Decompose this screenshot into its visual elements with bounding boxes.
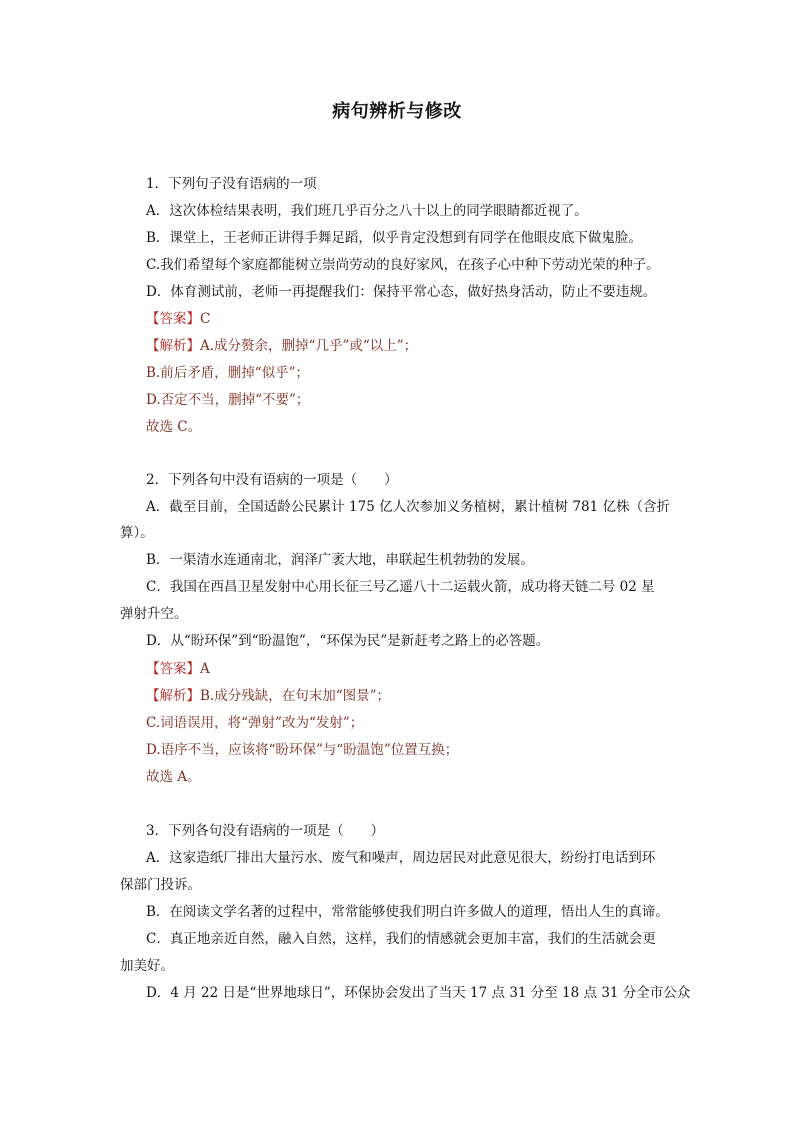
answer-value: C xyxy=(200,311,211,327)
question-3-option-c: C．真正地亲近自然，融入自然，这样，我们的情感就会更加丰富，我们的生活就会更 xyxy=(146,931,656,947)
question-3-option-d: D．4 月 22 日是“世界地球日”，环保协会发出了当天 17 点 31 分至 18 点 31 分全市公众 xyxy=(146,985,691,1001)
question-1-stem: 1．下列句子没有语病的一项 xyxy=(146,176,317,192)
question-2-analysis xyxy=(146,686,706,706)
question-1-option-b: B．课堂上，王老师正讲得手舞足蹈，似乎肯定没想到有同学在他眼皮底下做鬼脸。 xyxy=(146,230,642,246)
question-2-option-b: B．一渠清水连通南北，润泽广袤大地，串联起生机勃勃的发展。 xyxy=(146,552,534,568)
question-2-option-c-cont: 弹射升空。 xyxy=(120,606,188,622)
analysis-line: C.词语误用，将“弹射”改为“发射”； xyxy=(146,715,364,731)
question-1-option-a: A．这次体检结果表明，我们班几乎百分之八十以上的同学眼睛都近视了。 xyxy=(146,203,588,219)
question-1-analysis xyxy=(146,336,706,356)
analysis-label: 【解析】 xyxy=(146,338,200,354)
analysis-line: A.成分赘余，删掉“几乎”或“以上”； xyxy=(200,338,418,354)
question-1-conclusion: 故选 C。 xyxy=(146,419,202,435)
answer-value: A xyxy=(200,661,210,677)
question-2-conclusion: 故选 A。 xyxy=(146,769,201,785)
question-2-option-a-cont: 算）。 xyxy=(120,525,154,541)
analysis-label: 【解析】 xyxy=(146,688,200,704)
question-1-option-d: D．体育测试前，老师一再提醒我们：保持平常心态，做好热身活动，防止不要违规。 xyxy=(146,284,657,300)
answer-label: 【答案】 xyxy=(146,661,200,677)
analysis-line: D.语序不当，应该将“盼环保”与“盼温饱”位置互换； xyxy=(146,742,459,758)
question-3-option-c-cont: 加美好。 xyxy=(120,958,174,974)
page-title: 病句辨析与修改 xyxy=(332,101,462,122)
question-3-option-a: A．这家造纸厂排出大量污水、废气和噪声，周边居民对此意见很大，纷纷打电话到环 xyxy=(146,850,656,866)
question-3-stem: 3．下列各句没有语病的一项是（ ） xyxy=(146,823,385,839)
question-2-option-c: C．我国在西昌卫星发射中心用长征三号乙遥八十二运载火箭，成功将天链二号 02 星 xyxy=(146,579,655,595)
analysis-line: D.否定不当，删掉“不要”； xyxy=(146,392,310,408)
question-3-option-a-cont: 保部门投诉。 xyxy=(120,877,201,893)
question-2-answer xyxy=(146,659,706,679)
analysis-line: B.成分残缺，在句末加“图景”； xyxy=(200,688,391,704)
question-1-answer xyxy=(146,309,706,329)
analysis-line: B.前后矛盾，删掉“似乎”； xyxy=(146,365,310,381)
question-2-option-d: D．从“盼环保”到“盼温饱”，“环保为民”是新赶考之路上的必答题。 xyxy=(146,633,550,649)
question-2-stem: 2．下列各句中没有语病的一项是（ ） xyxy=(146,472,398,488)
question-2-option-a: A．截至目前，全国适龄公民累计 175 亿人次参加义务植树，累计植树 781 亿株（含折 xyxy=(146,499,670,515)
question-3-option-b: B．在阅读文学名著的过程中，常常能够使我们明白许多做人的道理，悟出人生的真谛。 xyxy=(146,904,669,920)
question-1-option-c: C.我们希望每个家庭都能树立崇尚劳动的良好家风，在孩子心中种下劳动光荣的种子。 xyxy=(146,257,660,273)
answer-label: 【答案】 xyxy=(146,311,200,327)
